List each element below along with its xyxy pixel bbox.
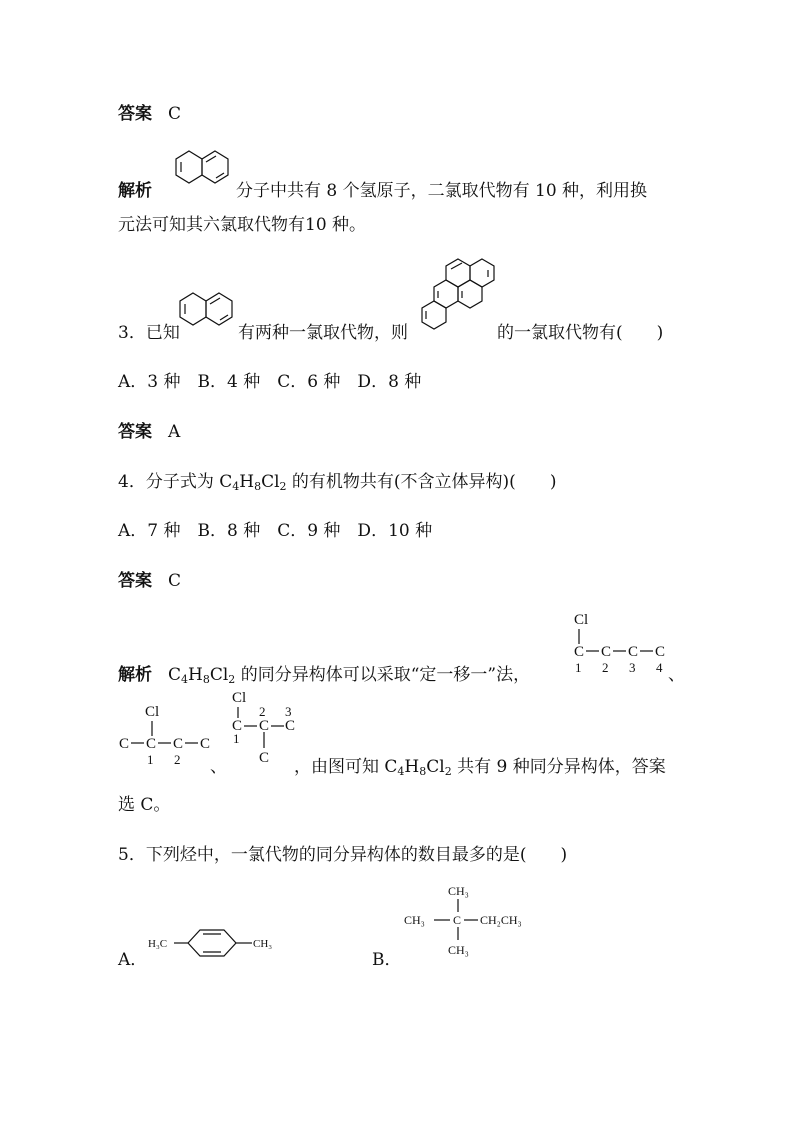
methyl-left: H₃C [148,938,168,950]
q4-options: A．7 种 B．8 种 C．9 种 D．10 种 [118,521,433,541]
answer-value: C [168,571,182,591]
q4-stem-text: 的有机物共有(不含立体异构)( ) [286,472,557,492]
naphthalene-icon [176,290,238,330]
conclusion-text: ，由图可知 C [294,757,398,777]
q4-conclusion-line2: 选 C。 [118,795,171,815]
position-number: 3 [285,704,292,719]
q2-answer-line [118,99,181,124]
conclusion-text: Cl [426,757,445,777]
subscript: 4 [181,673,189,686]
answer-label: 答案 [118,571,152,591]
chlorine-label: Cl [232,690,247,706]
methyl-right: CH₃ [253,938,273,950]
analysis-text: H [188,665,203,685]
subscript: 8 [254,480,262,493]
analysis-label: 解析 [118,181,152,201]
subscript: 8 [202,673,210,686]
carbon-label: C [285,718,296,734]
carbon-label: C [628,644,639,660]
carbon-label: C [601,644,612,660]
q4-stem-text: H [239,472,255,492]
analysis-label: 解析 [118,665,152,685]
structure-2-chain [116,700,220,772]
q4-answer-line [118,566,181,591]
position-number: 2 [259,704,266,719]
position-number: 1 [233,731,240,746]
carbon-label: C [200,736,211,752]
subscript: 8 [419,765,427,778]
analysis-text: 的同分异构体可以采取“定一移一”法， [235,665,531,685]
subscript: 2 [279,480,287,493]
conclusion-text: 共有 9 种同分异构体，答案 [451,757,666,777]
carbon-label: C [173,736,184,752]
subscript: 2 [444,765,452,778]
analysis-text: C [168,665,182,685]
q2-analysis-line2: 元法可知其六氯取代物有10 种。 [118,215,367,235]
carbon-label: C [119,736,130,752]
answer-value: A [168,422,181,442]
answer-label: 答案 [118,422,152,442]
q4-conclusion-line1 [294,752,666,778]
methyl-bottom: CH₃ [448,943,469,957]
p-xylene-structure [148,918,288,968]
position-number: 2 [602,660,609,675]
structure-1-chain [568,608,672,678]
subscript: 4 [232,480,240,493]
quaternary-carbon: C [453,913,462,927]
carbon-label: C [146,736,157,752]
pyrene-structure-image [418,256,498,334]
q2-analysis-line1: 分子中共有 8 个氢原子，二氯取代物有 10 种，利用换 [236,181,648,201]
q5-stem: 5．下列烃中，一氯代物的同分异构体的数目最多的是( ) [118,845,568,865]
q4-stem-text: Cl [261,472,280,492]
analysis-text: Cl [209,665,229,685]
position-number: 1 [147,752,154,767]
naphthalene-structure-image [172,148,234,188]
answer-value: C [168,104,182,124]
separator-comma: 、 [668,665,685,685]
position-number: 4 [656,660,663,675]
ethyl-group: CH₂CH₃ [480,913,522,927]
answer-label: 答案 [118,104,152,124]
q3-middle: 有两种一氯取代物，则 [238,323,408,343]
q4-stem-text: 4．分子式为 C [118,472,233,492]
q5-option-b-label: B． [372,950,402,970]
subscript: 2 [228,673,236,686]
carbon-label: C [259,750,270,766]
separator-comma: 、 [210,757,227,777]
q4-stem [118,467,556,493]
conclusion-text: H [404,757,420,777]
carbon-label: C [574,644,585,660]
q3-answer-line [118,417,180,442]
carbon-label: C [232,718,243,734]
subscript: 4 [397,765,405,778]
q3-options: A．3 种 B．4 种 C．6 种 D．8 种 [118,372,422,392]
q4-analysis-line [118,660,530,686]
chlorine-label: Cl [145,704,160,720]
chlorine-label: Cl [574,612,589,628]
carbon-label: C [655,644,666,660]
dimethylbutane-structure [402,880,532,964]
methyl-top: CH₃ [448,884,469,898]
methyl-left: CH₃ [404,913,425,927]
position-number: 2 [174,752,181,767]
carbon-label: C [259,718,270,734]
position-number: 3 [629,660,636,675]
position-number: 1 [575,660,582,675]
q5-option-a-label: A． [118,950,148,970]
q3-suffix: 的一氯取代物有( ) [497,323,664,343]
q3-prefix: 3．已知 [118,323,180,343]
